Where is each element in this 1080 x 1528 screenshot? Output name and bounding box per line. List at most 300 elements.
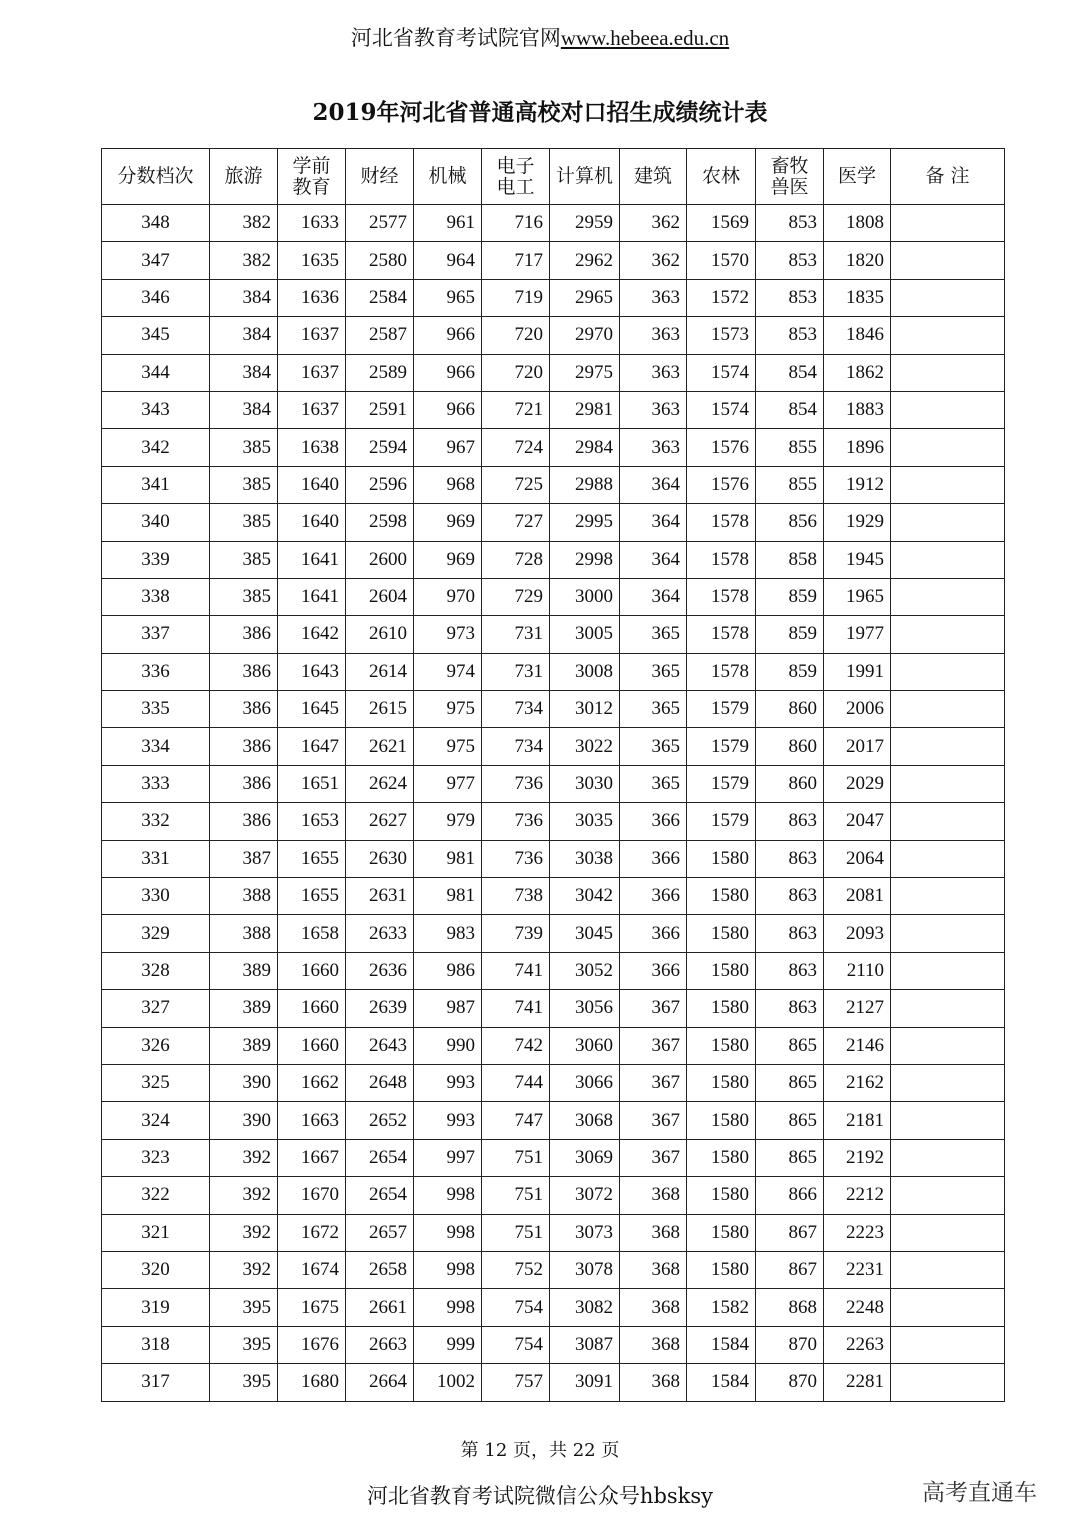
cell-tourism: 395 bbox=[210, 1289, 278, 1326]
cell-medicine: 1883 bbox=[824, 391, 891, 428]
cell-preschool-education: 1641 bbox=[278, 541, 346, 578]
score-statistics-table bbox=[101, 148, 1005, 1402]
cell-tourism: 386 bbox=[210, 653, 278, 690]
cell-construction: 367 bbox=[620, 1027, 687, 1064]
cell-preschool-education: 1642 bbox=[278, 616, 346, 653]
cell-remarks bbox=[891, 1139, 1005, 1176]
brand-watermark: 高考直通车 bbox=[922, 1480, 1037, 1506]
table-row bbox=[102, 1139, 1005, 1176]
cell-preschool-education: 1653 bbox=[278, 803, 346, 840]
cell-electronics: 736 bbox=[482, 765, 550, 802]
cell-finance: 2657 bbox=[346, 1214, 414, 1251]
cell-score-level: 329 bbox=[102, 915, 210, 952]
cell-machinery: 967 bbox=[414, 429, 482, 466]
cell-animal-husbandry: 865 bbox=[756, 1139, 824, 1176]
cell-computer: 3022 bbox=[550, 728, 620, 765]
cell-score-level: 328 bbox=[102, 952, 210, 989]
cell-preschool-education: 1658 bbox=[278, 915, 346, 952]
cell-computer: 3008 bbox=[550, 653, 620, 690]
table-row bbox=[102, 840, 1005, 877]
cell-animal-husbandry: 865 bbox=[756, 1064, 824, 1101]
cell-agriculture-forestry: 1580 bbox=[687, 1251, 756, 1288]
cell-machinery: 998 bbox=[414, 1214, 482, 1251]
cell-electronics: 752 bbox=[482, 1251, 550, 1288]
cell-tourism: 392 bbox=[210, 1251, 278, 1288]
cell-machinery: 964 bbox=[414, 242, 482, 279]
cell-remarks bbox=[891, 541, 1005, 578]
cell-agriculture-forestry: 1580 bbox=[687, 1027, 756, 1064]
cell-construction: 363 bbox=[620, 279, 687, 316]
cell-finance: 2594 bbox=[346, 429, 414, 466]
cell-construction: 362 bbox=[620, 205, 687, 242]
cell-remarks bbox=[891, 840, 1005, 877]
cell-preschool-education: 1643 bbox=[278, 653, 346, 690]
cell-electronics: 754 bbox=[482, 1326, 550, 1363]
cell-medicine: 1862 bbox=[824, 354, 891, 391]
cell-preschool-education: 1640 bbox=[278, 466, 346, 503]
cell-computer: 3052 bbox=[550, 952, 620, 989]
cell-computer: 2959 bbox=[550, 205, 620, 242]
cell-finance: 2654 bbox=[346, 1177, 414, 1214]
cell-construction: 364 bbox=[620, 466, 687, 503]
cell-tourism: 386 bbox=[210, 728, 278, 765]
cell-score-level: 342 bbox=[102, 429, 210, 466]
column-header-preschool-education bbox=[278, 149, 346, 205]
cell-score-level: 324 bbox=[102, 1102, 210, 1139]
cell-remarks bbox=[891, 205, 1005, 242]
cell-tourism: 384 bbox=[210, 279, 278, 316]
cell-score-level: 327 bbox=[102, 990, 210, 1027]
table-row bbox=[102, 541, 1005, 578]
cell-preschool-education: 1660 bbox=[278, 990, 346, 1027]
table-row bbox=[102, 952, 1005, 989]
cell-tourism: 384 bbox=[210, 317, 278, 354]
cell-remarks bbox=[891, 354, 1005, 391]
cell-score-level: 321 bbox=[102, 1214, 210, 1251]
cell-preschool-education: 1680 bbox=[278, 1364, 346, 1401]
cell-construction: 363 bbox=[620, 317, 687, 354]
cell-electronics: 736 bbox=[482, 840, 550, 877]
cell-electronics: 720 bbox=[482, 354, 550, 391]
table-row bbox=[102, 354, 1005, 391]
cell-remarks bbox=[891, 504, 1005, 541]
cell-machinery: 961 bbox=[414, 205, 482, 242]
cell-electronics: 731 bbox=[482, 616, 550, 653]
cell-preschool-education: 1660 bbox=[278, 952, 346, 989]
cell-machinery: 966 bbox=[414, 354, 482, 391]
cell-machinery: 981 bbox=[414, 840, 482, 877]
cell-agriculture-forestry: 1578 bbox=[687, 653, 756, 690]
table-row bbox=[102, 728, 1005, 765]
cell-tourism: 395 bbox=[210, 1326, 278, 1363]
cell-animal-husbandry: 867 bbox=[756, 1251, 824, 1288]
cell-finance: 2654 bbox=[346, 1139, 414, 1176]
cell-medicine: 2081 bbox=[824, 878, 891, 915]
table-row bbox=[102, 691, 1005, 728]
column-header-finance: 财经 bbox=[346, 149, 414, 205]
cell-electronics: 727 bbox=[482, 504, 550, 541]
cell-computer: 2975 bbox=[550, 354, 620, 391]
cell-construction: 368 bbox=[620, 1326, 687, 1363]
cell-construction: 365 bbox=[620, 616, 687, 653]
table-row bbox=[102, 616, 1005, 653]
cell-animal-husbandry: 858 bbox=[756, 541, 824, 578]
table-row bbox=[102, 1102, 1005, 1139]
cell-machinery: 993 bbox=[414, 1064, 482, 1101]
cell-remarks bbox=[891, 878, 1005, 915]
cell-score-level: 322 bbox=[102, 1177, 210, 1214]
cell-computer: 3038 bbox=[550, 840, 620, 877]
cell-agriculture-forestry: 1580 bbox=[687, 1214, 756, 1251]
cell-tourism: 392 bbox=[210, 1177, 278, 1214]
table-body bbox=[102, 205, 1005, 1402]
cell-agriculture-forestry: 1580 bbox=[687, 1064, 756, 1101]
table-row bbox=[102, 504, 1005, 541]
cell-agriculture-forestry: 1578 bbox=[687, 541, 756, 578]
cell-animal-husbandry: 859 bbox=[756, 578, 824, 615]
cell-score-level: 319 bbox=[102, 1289, 210, 1326]
cell-medicine: 2110 bbox=[824, 952, 891, 989]
cell-medicine: 2093 bbox=[824, 915, 891, 952]
cell-score-level: 337 bbox=[102, 616, 210, 653]
cell-machinery: 998 bbox=[414, 1289, 482, 1326]
cell-finance: 2652 bbox=[346, 1102, 414, 1139]
cell-tourism: 392 bbox=[210, 1139, 278, 1176]
cell-animal-husbandry: 853 bbox=[756, 279, 824, 316]
cell-animal-husbandry: 863 bbox=[756, 990, 824, 1027]
cell-animal-husbandry: 854 bbox=[756, 391, 824, 428]
table-row bbox=[102, 578, 1005, 615]
cell-animal-husbandry: 865 bbox=[756, 1102, 824, 1139]
cell-finance: 2584 bbox=[346, 279, 414, 316]
cell-construction: 368 bbox=[620, 1251, 687, 1288]
cell-finance: 2621 bbox=[346, 728, 414, 765]
cell-score-level: 317 bbox=[102, 1364, 210, 1401]
cell-machinery: 966 bbox=[414, 391, 482, 428]
cell-finance: 2596 bbox=[346, 466, 414, 503]
cell-medicine: 2029 bbox=[824, 765, 891, 802]
cell-tourism: 388 bbox=[210, 915, 278, 952]
cell-remarks bbox=[891, 391, 1005, 428]
cell-medicine: 1820 bbox=[824, 242, 891, 279]
cell-medicine: 2162 bbox=[824, 1064, 891, 1101]
cell-preschool-education: 1635 bbox=[278, 242, 346, 279]
cell-preschool-education: 1633 bbox=[278, 205, 346, 242]
cell-machinery: 966 bbox=[414, 317, 482, 354]
page-indicator: 第 12 页，共 22 页 bbox=[460, 1440, 620, 1461]
cell-animal-husbandry: 860 bbox=[756, 765, 824, 802]
cell-tourism: 386 bbox=[210, 616, 278, 653]
table-row bbox=[102, 1177, 1005, 1214]
cell-preschool-education: 1651 bbox=[278, 765, 346, 802]
cell-machinery: 981 bbox=[414, 878, 482, 915]
cell-tourism: 390 bbox=[210, 1102, 278, 1139]
cell-tourism: 385 bbox=[210, 504, 278, 541]
cell-computer: 3078 bbox=[550, 1251, 620, 1288]
cell-remarks bbox=[891, 728, 1005, 765]
cell-finance: 2580 bbox=[346, 242, 414, 279]
cell-construction: 365 bbox=[620, 653, 687, 690]
cell-agriculture-forestry: 1582 bbox=[687, 1289, 756, 1326]
cell-computer: 3060 bbox=[550, 1027, 620, 1064]
cell-medicine: 1991 bbox=[824, 653, 891, 690]
cell-tourism: 385 bbox=[210, 578, 278, 615]
cell-computer: 3073 bbox=[550, 1214, 620, 1251]
cell-finance: 2589 bbox=[346, 354, 414, 391]
table-header-row bbox=[102, 149, 1005, 205]
cell-animal-husbandry: 860 bbox=[756, 728, 824, 765]
table-row bbox=[102, 915, 1005, 952]
cell-electronics: 757 bbox=[482, 1364, 550, 1401]
cell-medicine: 1808 bbox=[824, 205, 891, 242]
cell-agriculture-forestry: 1580 bbox=[687, 952, 756, 989]
cell-computer: 3082 bbox=[550, 1289, 620, 1326]
cell-construction: 363 bbox=[620, 354, 687, 391]
cell-construction: 365 bbox=[620, 691, 687, 728]
table-row bbox=[102, 653, 1005, 690]
cell-machinery: 987 bbox=[414, 990, 482, 1027]
cell-remarks bbox=[891, 915, 1005, 952]
cell-construction: 367 bbox=[620, 1064, 687, 1101]
cell-electronics: 738 bbox=[482, 878, 550, 915]
cell-machinery: 986 bbox=[414, 952, 482, 989]
cell-preschool-education: 1636 bbox=[278, 279, 346, 316]
cell-tourism: 386 bbox=[210, 691, 278, 728]
cell-agriculture-forestry: 1580 bbox=[687, 915, 756, 952]
cell-score-level: 333 bbox=[102, 765, 210, 802]
table-row bbox=[102, 429, 1005, 466]
cell-remarks bbox=[891, 1214, 1005, 1251]
table-row bbox=[102, 466, 1005, 503]
cell-medicine: 1945 bbox=[824, 541, 891, 578]
cell-computer: 3005 bbox=[550, 616, 620, 653]
cell-computer: 2984 bbox=[550, 429, 620, 466]
cell-medicine: 2212 bbox=[824, 1177, 891, 1214]
cell-remarks bbox=[891, 1289, 1005, 1326]
cell-finance: 2624 bbox=[346, 765, 414, 802]
column-header-label: 畜牧兽医 bbox=[770, 154, 809, 198]
cell-animal-husbandry: 859 bbox=[756, 616, 824, 653]
cell-medicine: 2064 bbox=[824, 840, 891, 877]
cell-preschool-education: 1667 bbox=[278, 1139, 346, 1176]
cell-remarks bbox=[891, 765, 1005, 802]
cell-agriculture-forestry: 1580 bbox=[687, 840, 756, 877]
cell-construction: 364 bbox=[620, 504, 687, 541]
document-title: 2019年河北省普通高校对口招生成绩统计表 bbox=[312, 99, 768, 126]
column-header-label: 学前教育 bbox=[292, 154, 331, 198]
cell-animal-husbandry: 860 bbox=[756, 691, 824, 728]
cell-machinery: 973 bbox=[414, 616, 482, 653]
cell-preschool-education: 1660 bbox=[278, 1027, 346, 1064]
cell-preschool-education: 1655 bbox=[278, 840, 346, 877]
cell-agriculture-forestry: 1579 bbox=[687, 728, 756, 765]
cell-animal-husbandry: 867 bbox=[756, 1214, 824, 1251]
cell-preschool-education: 1647 bbox=[278, 728, 346, 765]
cell-computer: 3068 bbox=[550, 1102, 620, 1139]
cell-remarks bbox=[891, 990, 1005, 1027]
cell-finance: 2661 bbox=[346, 1289, 414, 1326]
cell-construction: 366 bbox=[620, 952, 687, 989]
cell-computer: 3072 bbox=[550, 1177, 620, 1214]
site-url-link[interactable]: www.hebeea.edu.cn bbox=[560, 26, 730, 50]
cell-medicine: 1977 bbox=[824, 616, 891, 653]
cell-medicine: 2223 bbox=[824, 1214, 891, 1251]
cell-electronics: 720 bbox=[482, 317, 550, 354]
table-row bbox=[102, 990, 1005, 1027]
column-header-construction: 建筑 bbox=[620, 149, 687, 205]
cell-electronics: 747 bbox=[482, 1102, 550, 1139]
cell-preschool-education: 1641 bbox=[278, 578, 346, 615]
cell-machinery: 970 bbox=[414, 578, 482, 615]
cell-score-level: 344 bbox=[102, 354, 210, 391]
cell-animal-husbandry: 855 bbox=[756, 466, 824, 503]
table-row bbox=[102, 1251, 1005, 1288]
cell-electronics: 729 bbox=[482, 578, 550, 615]
cell-agriculture-forestry: 1578 bbox=[687, 504, 756, 541]
cell-finance: 2663 bbox=[346, 1326, 414, 1363]
column-header-electronics bbox=[482, 149, 550, 205]
cell-remarks bbox=[891, 578, 1005, 615]
cell-machinery: 968 bbox=[414, 466, 482, 503]
cell-remarks bbox=[891, 1027, 1005, 1064]
cell-computer: 2988 bbox=[550, 466, 620, 503]
cell-tourism: 388 bbox=[210, 878, 278, 915]
cell-agriculture-forestry: 1578 bbox=[687, 578, 756, 615]
cell-construction: 364 bbox=[620, 578, 687, 615]
footer-wechat-text: 河北省教育考试院微信公众号hbsksy bbox=[366, 1484, 714, 1508]
cell-medicine: 2047 bbox=[824, 803, 891, 840]
cell-agriculture-forestry: 1580 bbox=[687, 878, 756, 915]
table-row bbox=[102, 317, 1005, 354]
cell-score-level: 346 bbox=[102, 279, 210, 316]
cell-computer: 3087 bbox=[550, 1326, 620, 1363]
cell-remarks bbox=[891, 691, 1005, 728]
cell-agriculture-forestry: 1576 bbox=[687, 466, 756, 503]
cell-remarks bbox=[891, 1102, 1005, 1139]
cell-finance: 2604 bbox=[346, 578, 414, 615]
cell-agriculture-forestry: 1574 bbox=[687, 391, 756, 428]
cell-electronics: 717 bbox=[482, 242, 550, 279]
cell-tourism: 386 bbox=[210, 803, 278, 840]
cell-construction: 366 bbox=[620, 840, 687, 877]
cell-machinery: 1002 bbox=[414, 1364, 482, 1401]
cell-medicine: 2017 bbox=[824, 728, 891, 765]
cell-finance: 2643 bbox=[346, 1027, 414, 1064]
table-row bbox=[102, 1326, 1005, 1363]
cell-remarks bbox=[891, 803, 1005, 840]
cell-remarks bbox=[891, 952, 1005, 989]
cell-agriculture-forestry: 1580 bbox=[687, 1102, 756, 1139]
cell-score-level: 347 bbox=[102, 242, 210, 279]
cell-agriculture-forestry: 1574 bbox=[687, 354, 756, 391]
cell-score-level: 326 bbox=[102, 1027, 210, 1064]
cell-electronics: 734 bbox=[482, 728, 550, 765]
cell-electronics: 724 bbox=[482, 429, 550, 466]
cell-computer: 3035 bbox=[550, 803, 620, 840]
cell-electronics: 716 bbox=[482, 205, 550, 242]
cell-score-level: 331 bbox=[102, 840, 210, 877]
column-header-agriculture-forestry: 农林 bbox=[687, 149, 756, 205]
cell-computer: 3069 bbox=[550, 1139, 620, 1176]
cell-score-level: 343 bbox=[102, 391, 210, 428]
cell-animal-husbandry: 863 bbox=[756, 840, 824, 877]
cell-machinery: 969 bbox=[414, 504, 482, 541]
cell-construction: 368 bbox=[620, 1177, 687, 1214]
cell-computer: 2995 bbox=[550, 504, 620, 541]
column-header-animal-husbandry bbox=[756, 149, 824, 205]
cell-construction: 367 bbox=[620, 1139, 687, 1176]
table-row bbox=[102, 1364, 1005, 1401]
cell-machinery: 975 bbox=[414, 728, 482, 765]
cell-preschool-education: 1638 bbox=[278, 429, 346, 466]
cell-finance: 2587 bbox=[346, 317, 414, 354]
cell-finance: 2636 bbox=[346, 952, 414, 989]
cell-computer: 2981 bbox=[550, 391, 620, 428]
cell-remarks bbox=[891, 242, 1005, 279]
cell-tourism: 382 bbox=[210, 242, 278, 279]
table-row bbox=[102, 1214, 1005, 1251]
cell-electronics: 719 bbox=[482, 279, 550, 316]
cell-tourism: 386 bbox=[210, 765, 278, 802]
cell-finance: 2639 bbox=[346, 990, 414, 1027]
cell-computer: 2962 bbox=[550, 242, 620, 279]
cell-electronics: 739 bbox=[482, 915, 550, 952]
table-row bbox=[102, 391, 1005, 428]
cell-tourism: 395 bbox=[210, 1364, 278, 1401]
cell-remarks bbox=[891, 317, 1005, 354]
cell-construction: 363 bbox=[620, 429, 687, 466]
cell-score-level: 336 bbox=[102, 653, 210, 690]
cell-construction: 366 bbox=[620, 915, 687, 952]
cell-agriculture-forestry: 1579 bbox=[687, 765, 756, 802]
cell-electronics: 742 bbox=[482, 1027, 550, 1064]
cell-tourism: 385 bbox=[210, 466, 278, 503]
cell-computer: 3000 bbox=[550, 578, 620, 615]
cell-score-level: 334 bbox=[102, 728, 210, 765]
cell-construction: 364 bbox=[620, 541, 687, 578]
cell-finance: 2648 bbox=[346, 1064, 414, 1101]
cell-preschool-education: 1655 bbox=[278, 878, 346, 915]
cell-construction: 367 bbox=[620, 1102, 687, 1139]
site-header bbox=[0, 22, 1080, 52]
cell-tourism: 389 bbox=[210, 990, 278, 1027]
cell-construction: 366 bbox=[620, 803, 687, 840]
cell-animal-husbandry: 866 bbox=[756, 1177, 824, 1214]
cell-tourism: 387 bbox=[210, 840, 278, 877]
cell-electronics: 728 bbox=[482, 541, 550, 578]
cell-construction: 367 bbox=[620, 990, 687, 1027]
cell-animal-husbandry: 855 bbox=[756, 429, 824, 466]
cell-agriculture-forestry: 1584 bbox=[687, 1364, 756, 1401]
cell-preschool-education: 1645 bbox=[278, 691, 346, 728]
cell-animal-husbandry: 853 bbox=[756, 242, 824, 279]
cell-animal-husbandry: 853 bbox=[756, 205, 824, 242]
cell-preschool-education: 1640 bbox=[278, 504, 346, 541]
cell-agriculture-forestry: 1576 bbox=[687, 429, 756, 466]
cell-medicine: 2281 bbox=[824, 1364, 891, 1401]
cell-machinery: 999 bbox=[414, 1326, 482, 1363]
cell-remarks bbox=[891, 279, 1005, 316]
cell-construction: 366 bbox=[620, 878, 687, 915]
cell-remarks bbox=[891, 429, 1005, 466]
cell-machinery: 969 bbox=[414, 541, 482, 578]
cell-construction: 365 bbox=[620, 728, 687, 765]
cell-construction: 368 bbox=[620, 1364, 687, 1401]
cell-remarks bbox=[891, 1064, 1005, 1101]
cell-animal-husbandry: 870 bbox=[756, 1326, 824, 1363]
cell-finance: 2615 bbox=[346, 691, 414, 728]
cell-preschool-education: 1672 bbox=[278, 1214, 346, 1251]
